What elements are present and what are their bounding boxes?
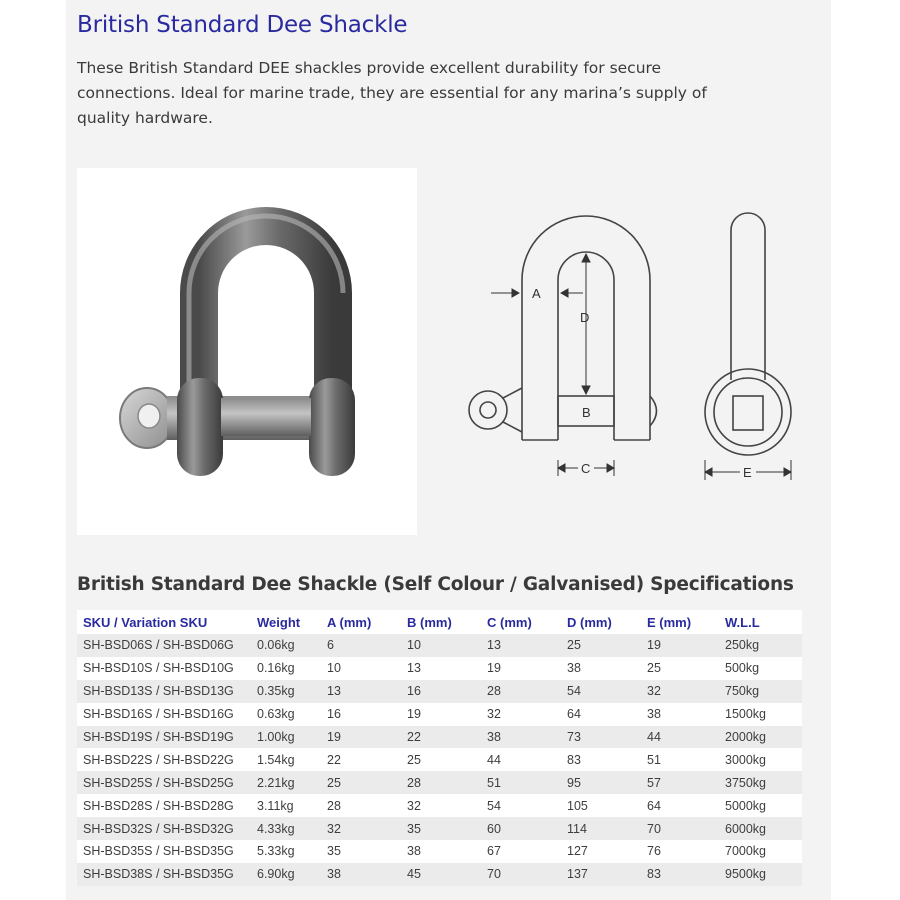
table-cell: 64 [559,703,639,726]
table-row [77,657,802,680]
table-cell: 19 [479,657,559,680]
spec-table-body [77,634,802,886]
table-cell: 1.54kg [249,748,319,771]
table-cell: 16 [319,703,399,726]
shackle-photo-illustration [77,168,417,535]
table-cell: 6.90kg [249,863,319,886]
table-cell: SH-BSD10S / SH-BSD10G [77,657,249,680]
table-cell: 16 [399,680,479,703]
table-cell: 70 [479,863,559,886]
page-title: British Standard Dee Shackle [77,12,408,38]
table-cell: 19 [319,726,399,749]
table-cell: 10 [319,657,399,680]
table-cell: 114 [559,817,639,840]
table-cell: 0.63kg [249,703,319,726]
table-cell: 6 [319,634,399,657]
table-cell: 45 [399,863,479,886]
table-cell: 5000kg [717,794,802,817]
table-cell: SH-BSD22S / SH-BSD22G [77,748,249,771]
table-cell: 2000kg [717,726,802,749]
column-header: Weight [249,610,319,634]
table-cell: 60 [479,817,559,840]
table-cell: 9500kg [717,863,802,886]
table-cell: 38 [559,657,639,680]
dimension-label-a: A [532,286,541,301]
column-header: D (mm) [559,610,639,634]
table-cell: 1500kg [717,703,802,726]
table-cell: 32 [319,817,399,840]
table-cell: 28 [479,680,559,703]
table-cell: SH-BSD32S / SH-BSD32G [77,817,249,840]
table-cell: 500kg [717,657,802,680]
column-header: C (mm) [479,610,559,634]
table-cell: SH-BSD13S / SH-BSD13G [77,680,249,703]
table-cell: 10 [399,634,479,657]
column-header: SKU / Variation SKU [77,610,249,634]
table-cell: 3.11kg [249,794,319,817]
table-cell: 13 [319,680,399,703]
spec-table [77,610,802,886]
table-cell: 0.35kg [249,680,319,703]
product-description: These British Standard DEE shackles provide excellent durability for secure connections. Ideal for marine trade, they are essential for any marina’s supply of quality hardware. [77,59,707,127]
table-row [77,817,802,840]
dimension-label-c: C [581,461,591,476]
table-cell: 83 [559,748,639,771]
table-cell: 5.33kg [249,840,319,863]
table-cell: 51 [639,748,717,771]
table-cell: 38 [639,703,717,726]
table-cell: 137 [559,863,639,886]
table-row [77,748,802,771]
spec-table-title: British Standard Dee Shackle (Self Colour / Galvanised) Specifications [77,574,794,595]
table-cell: SH-BSD16S / SH-BSD16G [77,703,249,726]
table-cell: 3750kg [717,771,802,794]
table-cell: 38 [319,863,399,886]
table-cell: 750kg [717,680,802,703]
table-cell: 28 [319,794,399,817]
table-cell: 22 [319,748,399,771]
table-cell: 6000kg [717,817,802,840]
table-cell: 76 [639,840,717,863]
table-cell: 44 [639,726,717,749]
table-row [77,703,802,726]
spec-table-header [77,610,802,634]
table-cell: 95 [559,771,639,794]
table-cell: 127 [559,840,639,863]
table-cell: 3000kg [717,748,802,771]
table-cell: 2.21kg [249,771,319,794]
table-cell: 35 [399,817,479,840]
dimension-label-d: D [580,310,590,325]
table-cell: 22 [399,726,479,749]
table-cell: 1.00kg [249,726,319,749]
table-row [77,726,802,749]
table-cell: 44 [479,748,559,771]
table-row [77,840,802,863]
table-cell: 35 [319,840,399,863]
table-row [77,680,802,703]
table-cell: 105 [559,794,639,817]
dimension-drawing [455,200,815,500]
table-cell: SH-BSD28S / SH-BSD28G [77,794,249,817]
table-cell: 0.06kg [249,634,319,657]
table-cell: 19 [639,634,717,657]
table-cell: 38 [479,726,559,749]
table-cell: 83 [639,863,717,886]
table-cell: 13 [399,657,479,680]
table-cell: 7000kg [717,840,802,863]
table-row [77,863,802,886]
table-cell: SH-BSD25S / SH-BSD25G [77,771,249,794]
table-cell: 25 [559,634,639,657]
table-cell: 25 [399,748,479,771]
dimension-label-b: B [582,405,591,420]
column-header: E (mm) [639,610,717,634]
table-row [77,794,802,817]
table-cell: 13 [479,634,559,657]
table-cell: 25 [319,771,399,794]
table-cell: 67 [479,840,559,863]
table-row [77,771,802,794]
table-row [77,634,802,657]
column-header: W.L.L [717,610,802,634]
product-photo [77,168,417,535]
table-cell: 19 [399,703,479,726]
column-header: A (mm) [319,610,399,634]
table-cell: 25 [639,657,717,680]
table-cell: 54 [479,794,559,817]
table-cell: 32 [639,680,717,703]
table-cell: 250kg [717,634,802,657]
dimension-diagram [455,200,815,500]
table-cell: 32 [399,794,479,817]
table-cell: SH-BSD19S / SH-BSD19G [77,726,249,749]
table-cell: 73 [559,726,639,749]
table-cell: SH-BSD06S / SH-BSD06G [77,634,249,657]
table-cell: 51 [479,771,559,794]
table-cell: SH-BSD38S / SH-BSD35G [77,863,249,886]
table-cell: 38 [399,840,479,863]
table-cell: 54 [559,680,639,703]
column-header: B (mm) [399,610,479,634]
table-cell: 4.33kg [249,817,319,840]
table-cell: SH-BSD35S / SH-BSD35G [77,840,249,863]
table-cell: 64 [639,794,717,817]
table-cell: 57 [639,771,717,794]
table-cell: 70 [639,817,717,840]
table-cell: 28 [399,771,479,794]
dimension-label-e: E [743,465,752,480]
table-cell: 32 [479,703,559,726]
table-cell: 0.16kg [249,657,319,680]
